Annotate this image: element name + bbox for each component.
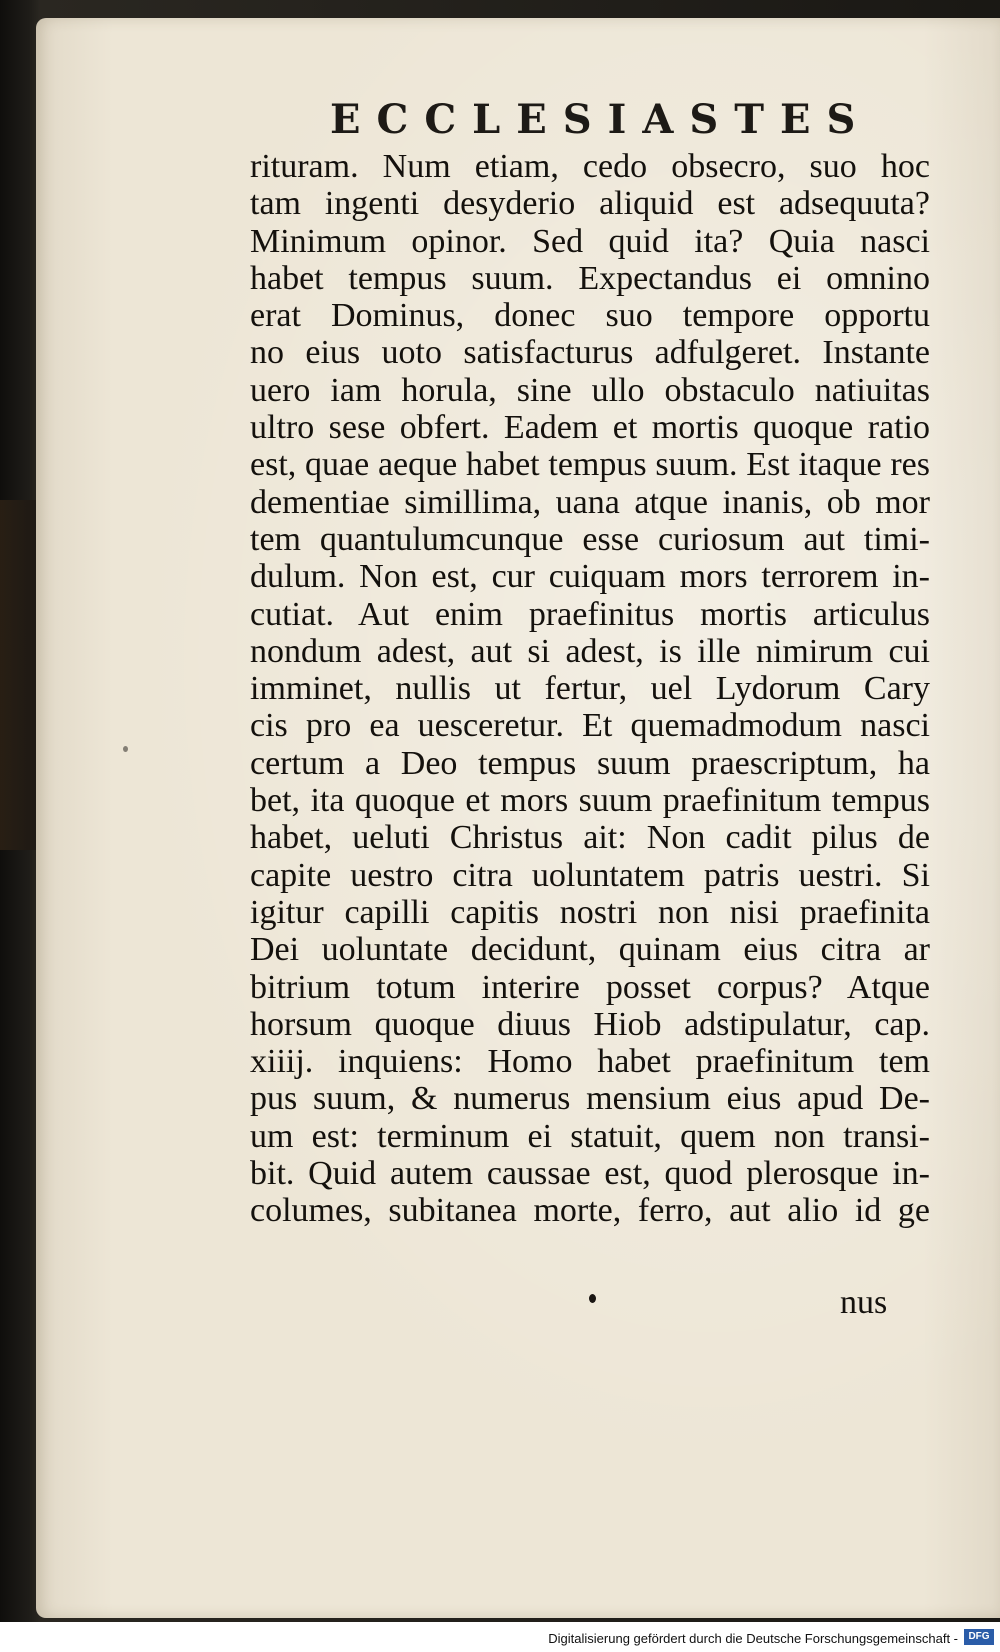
binding-shadow bbox=[0, 500, 36, 850]
footer-bar bbox=[0, 1622, 1000, 1652]
text-line: ultro sese obfert. Eadem et mortis quoque ratio bbox=[250, 409, 930, 447]
body-text bbox=[250, 148, 930, 1230]
text-line: rituram. Num etiam, cedo obsecro, suo hoc bbox=[250, 148, 930, 185]
running-head: ECCLESIASTES bbox=[330, 96, 872, 143]
text-line: um est: terminum ei statuit, quem non transi- bbox=[250, 1117, 930, 1155]
text-line: pus suum, & numerus mensium eius apud De- bbox=[250, 1080, 930, 1118]
text-line: Dei uoluntate decidunt, quinam eius citra ar bbox=[250, 931, 930, 969]
text-line: bet, ita quoque et mors suum praefinitum tempus bbox=[250, 782, 930, 820]
text-line: nondum adest, aut si adest, is ille nimirum cui bbox=[250, 632, 930, 670]
text-line: capite uestro citra uoluntatem patris uestri. Si bbox=[250, 856, 930, 894]
catchword: nus bbox=[840, 1284, 888, 1321]
text-line: columes, subitanea morte, ferro, aut alio id ge bbox=[250, 1192, 930, 1230]
text-line: imminet, nullis ut fertur, uel Lydorum Cary bbox=[250, 670, 930, 708]
text-line: bit. Quid autem caussae est, quod plerosque in- bbox=[250, 1155, 930, 1193]
text-line: xiiij. inquiens: Homo habet praefinitum tem bbox=[250, 1043, 930, 1081]
text-line: cis pro ea uesceretur. Et quemadmodum nasci bbox=[250, 707, 930, 745]
text-line: tem quantulumcunque esse curiosum aut timi- bbox=[250, 520, 930, 558]
digitization-credit: Digitalisierung gefördert durch die Deutsche Forschungsgemeinschaft - bbox=[548, 1631, 958, 1646]
text-line: bitrium totum interire posset corpus? Atque bbox=[250, 968, 930, 1006]
text-line: habet tempus suum. Expectandus ei omnino bbox=[250, 259, 930, 297]
dfg-logo: DFG bbox=[964, 1629, 994, 1645]
text-line: certum a Deo tempus suum praescriptum, ha bbox=[250, 744, 930, 782]
text-line: cutiat. Aut enim praefinitus mortis articulus bbox=[250, 595, 930, 633]
text-line: est, quae aeque habet tempus suum. Est itaque res bbox=[250, 446, 930, 484]
text-line: dulum. Non est, cur cuiquam mors terrorem in- bbox=[250, 558, 930, 596]
ink-speck bbox=[123, 746, 128, 752]
text-line: igitur capilli capitis nostri non nisi praefinita bbox=[250, 893, 930, 931]
text-line: tam ingenti desyderio aliquid est adsequuta? bbox=[250, 185, 930, 223]
text-line: habet, ueluti Christus ait: Non cadit pilus de bbox=[250, 819, 930, 857]
text-line: Minimum opinor. Sed quid ita? Quia nasci bbox=[250, 222, 930, 260]
text-line: erat Dominus, donec suo tempore opportu bbox=[250, 297, 930, 335]
ink-dot-mark bbox=[589, 1294, 596, 1303]
text-line: uero iam horula, sine ullo obstaculo natiuitas bbox=[250, 371, 930, 409]
text-line: dementiae simillima, uana atque inanis, ob mor bbox=[250, 483, 930, 521]
text-line: horsum quoque diuus Hiob adstipulatur, cap. bbox=[250, 1005, 930, 1043]
text-line: no eius uoto satisfacturus adfulgeret. Instante bbox=[250, 334, 930, 372]
